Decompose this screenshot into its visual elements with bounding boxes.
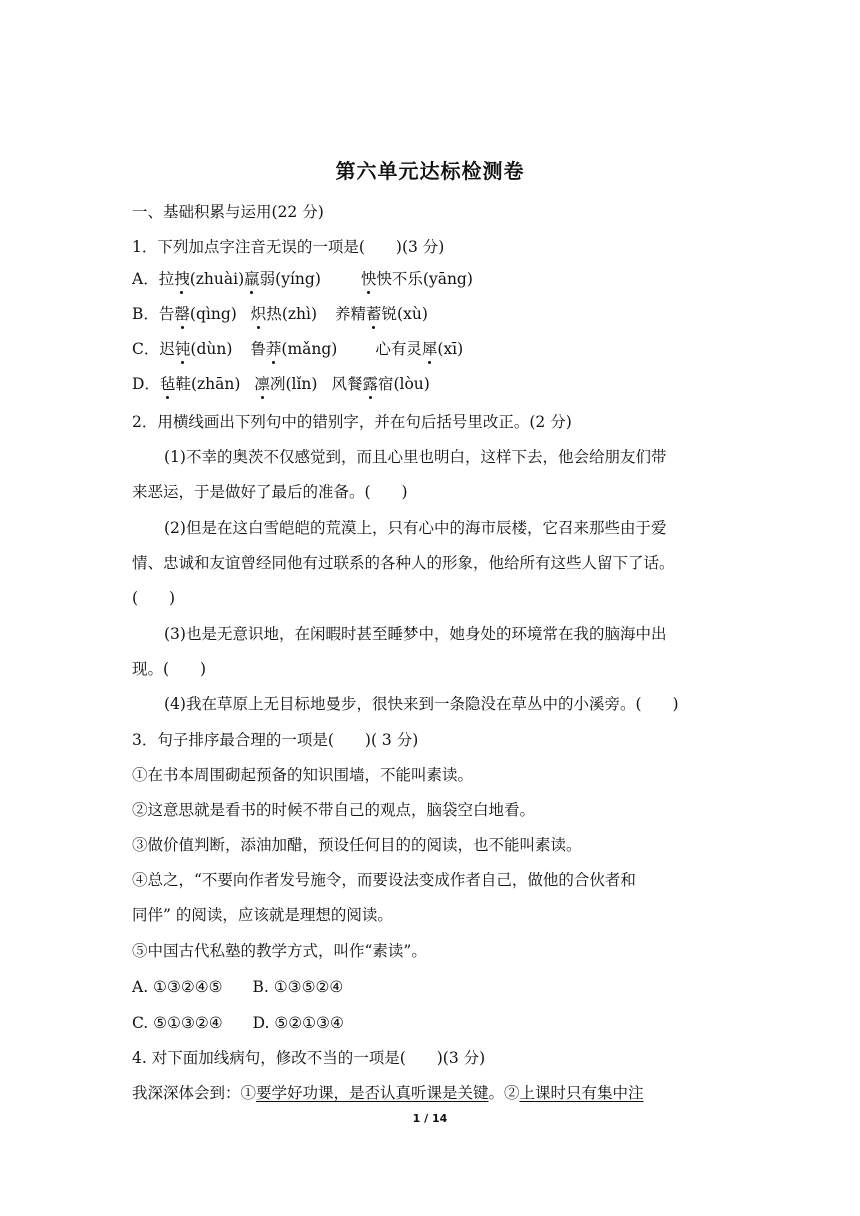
underlined-sentence-1: 要学好功课，是否认真听课是关键 <box>256 1084 489 1102</box>
question-2-item-1-cont: 来恶运，于是做好了最后的准备。( ) <box>132 483 408 501</box>
question-2-item-3-cont: 现。( ) <box>132 660 207 678</box>
question-1-option-d: D．毡鞋(zhān) 凛冽(lǐn) 风餐露宿(lòu) <box>132 375 430 393</box>
underlined-sentence-2: 上课时只有集中注 <box>519 1084 644 1102</box>
question-1-option-a: A．拉拽(zhuài)羸弱(yíng) 怏怏不乐(yāng) <box>132 270 473 288</box>
question-3-options-cd <box>132 1012 732 1034</box>
question-3-option-c: C. ⑤①③②④ <box>132 1014 223 1032</box>
section-heading: 一、基础积累与运用(22 分) <box>132 203 324 221</box>
question-2-item-2-cont: 情、忠诚和友谊曾经同他有过联系的各种人的形象，他给所有这些人留下了话。 <box>132 554 675 572</box>
question-3-option-a: A. ①③②④⑤ <box>132 978 223 996</box>
question-4-stem: 4. 对下面加线病句，修改不当的一项是( )(3 分) <box>132 1049 486 1067</box>
question-1-stem: 1．下列加点字注音无误的一项是( )(3 分) <box>132 238 445 256</box>
question-3-sentence-1: ①在书本周围砌起预备的知识围墙，不能叫素读。 <box>132 766 474 784</box>
question-3-option-b: B. ①③⑤②④ <box>252 978 344 996</box>
question-3-sentence-3: ③做价值判断，添油加醋，预设任何目的的阅读，也不能叫素读。 <box>132 836 582 854</box>
question-3-sentence-2: ②这意思就是看书的时候不带自己的观点，脑袋空白地看。 <box>132 801 536 819</box>
question-3-sentence-4-cont: 同伴” 的阅读，应该就是理想的阅读。 <box>132 906 393 924</box>
question-3-sentence-5: ⑤中国古代私塾的教学方式，叫作“素读”。 <box>132 942 427 960</box>
question-4-passage: 我深深体会到：①要学好功课，是否认真听课是关键。②上课时只有集中注 <box>132 1084 644 1102</box>
question-2-item-2-blank: ( ) <box>132 589 176 607</box>
question-1-option-c: C．迟钝(dùn) 鲁莽(mǎng) 心有灵犀(xī) <box>132 340 464 358</box>
question-2-item-3: (3)也是无意识地，在闲暇时甚至睡梦中，她身处的环境常在我的脑海中出 <box>164 625 667 643</box>
page-title: 第六单元达标检测卷 <box>335 159 525 183</box>
question-3-options-ab <box>132 976 732 998</box>
question-2-item-2: (2)但是在这白雪皑皑的荒漠上，只有心中的海市辰楼，它召来那些由于爱 <box>164 519 667 537</box>
question-3-option-d: D. ⑤②①③④ <box>252 1014 344 1032</box>
question-3-sentence-4: ④总之，“不要向作者发号施令，而要设法变成作者自己，做他的合伙者和 <box>132 871 636 889</box>
page-number: 1 / 14 <box>412 1112 448 1125</box>
question-1-option-b: B．告罄(qìng) 炽热(zhì) 养精蓄锐(xù) <box>132 305 428 323</box>
question-2-item-4: (4)我在草原上无目标地曼步，很快来到一条隐没在草丛中的小溪旁。( ) <box>164 695 679 713</box>
question-3-stem: 3．句子排序最合理的一项是( )( 3 分) <box>132 731 419 749</box>
question-2-item-1: (1)不幸的奥茨不仅感觉到，而且心里也明白，这样下去，他会给朋友们带 <box>164 448 667 466</box>
question-2-stem: 2．用横线画出下列句中的错别字，并在句后括号里改正。(2 分) <box>132 413 572 431</box>
